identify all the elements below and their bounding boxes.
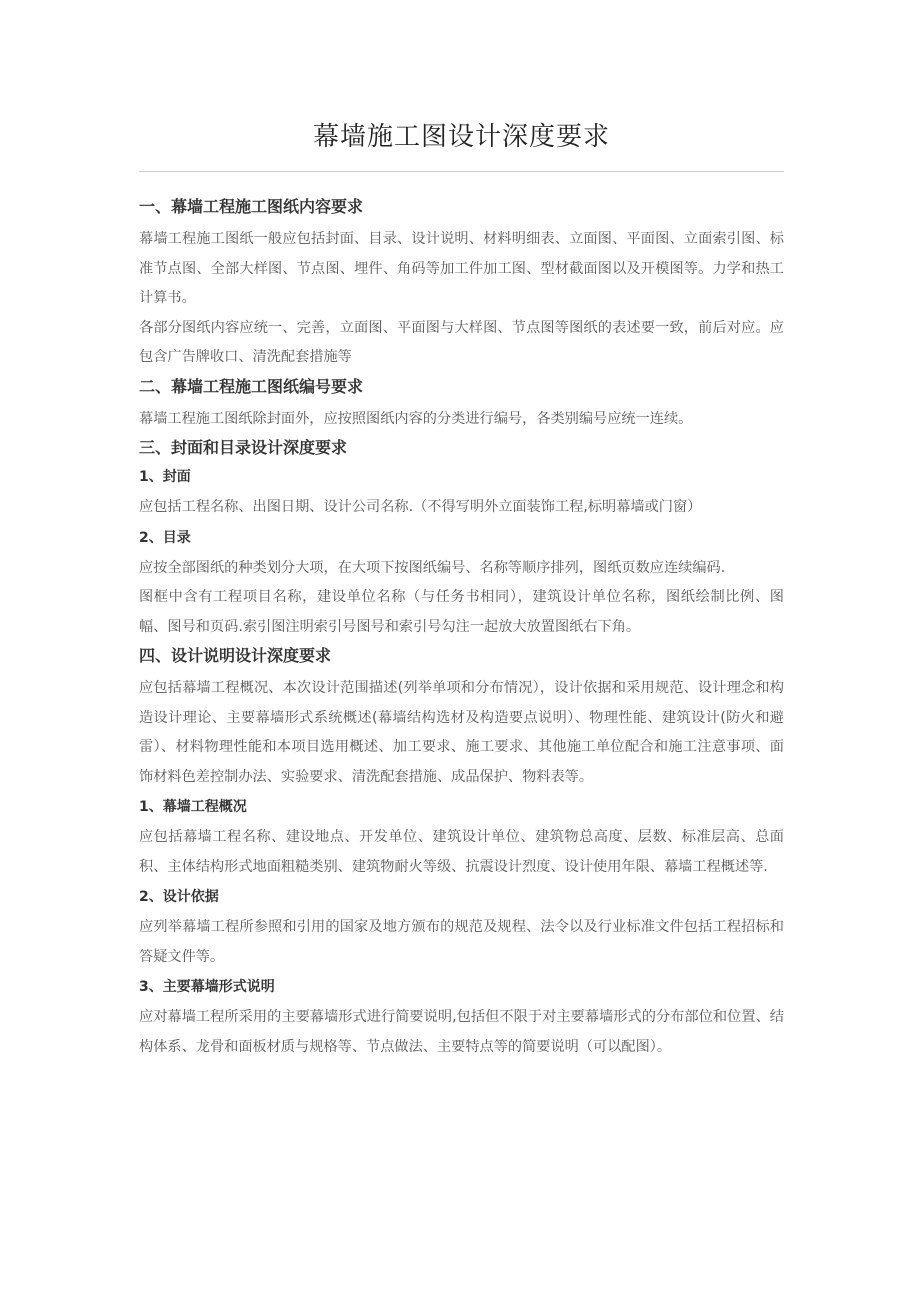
paragraph: 应按全部图纸的种类划分大项，在大项下按图纸编号、名称等顺序排列，图纸页数应连续编码.	[139, 559, 726, 576]
subsection-heading: 1、幕墙工程概况	[139, 799, 247, 815]
paragraph: 幕墙工程施工图纸一般应包括封面、目录、设计说明、材料明细表、立面图、平面图、立面索引图、标准节点图、全部大样图、节点图、埋件、角码等加工件加工图、型材截面图以及开模图等。力学和热工计算书。	[139, 231, 784, 306]
paragraph: 应包括幕墙工程名称、建设地点、开发单位、建筑设计单位、建筑物总高度、层数、标准层高、总面积、主体结构形式地面粗糙类别、建筑物耐火等级、抗震设计烈度、设计使用年限、幕墙工程概述等.	[139, 829, 784, 875]
paragraph: 应包括幕墙工程概况、本次设计范围描述(列举单项和分布情况），设计依据和采用规范、设计理念和构造设计理论、主要幕墙形式系统概述(幕墙结构选材及构造要点说明）、物理性能、建筑设计(防火和避雷）、材料物理性能和本项目选用概述、加工要求、施工要求、其他施工单位配合和施工注意事项、面饰材料色差控制办法、实验要求、清洗配套措施、成品保护、物料表等。	[139, 680, 784, 785]
paragraph: 各部分图纸内容应统一、完善，立面图、平面图与大样图、节点图等图纸的表述要一致，前后对应。应包含广告牌收口、清洗配套措施等	[139, 319, 784, 365]
title-divider	[139, 171, 784, 172]
section-heading: 三、封面和目录设计深度要求	[139, 438, 348, 457]
section-heading: 二、幕墙工程施工图纸编号要求	[139, 376, 364, 396]
subsection-heading: 1、封面	[139, 469, 191, 485]
document-body	[139, 195, 784, 1062]
subsection-heading: 3、主要幕墙形式说明	[139, 979, 275, 995]
section-heading: 一、幕墙工程施工图纸内容要求	[139, 197, 364, 216]
subsection-heading: 2、目录	[139, 529, 191, 546]
section-heading: 四、设计说明设计深度要求	[139, 646, 332, 665]
subsection-heading: 2、设计依据	[139, 889, 219, 905]
paragraph: 应包括工程名称、出图日期、设计公司名称.（不得写明外立面装饰工程,标明幕墙或门窗）	[139, 499, 702, 515]
paragraph: 幕墙工程施工图纸除封面外，应按照图纸内容的分类进行编号，各类别编号应统一连续。	[139, 410, 693, 427]
paragraph: 应列举幕墙工程所参照和引用的国家及地方颁布的规范及规程、法令以及行业标准文件包括工程招标和答疑文件等。	[139, 919, 784, 965]
paragraph: 图框中含有工程项目名称，建设单位名称（与任务书相同），建筑设计单位名称，图纸绘制比例、图幅、图号和页码.索引图注明索引号图号和索引号勾注一起放大放置图纸右下角。	[139, 589, 784, 635]
paragraph: 应对幕墙工程所采用的主要幕墙形式进行简要说明,包括但不限于对主要幕墙形式的分布部位和位置、结构体系、龙骨和面板材质与规格等、节点做法、主要特点等的简要说明（可以配图）。	[139, 1009, 784, 1055]
document-title: 幕墙施工图设计深度要求	[312, 122, 610, 152]
